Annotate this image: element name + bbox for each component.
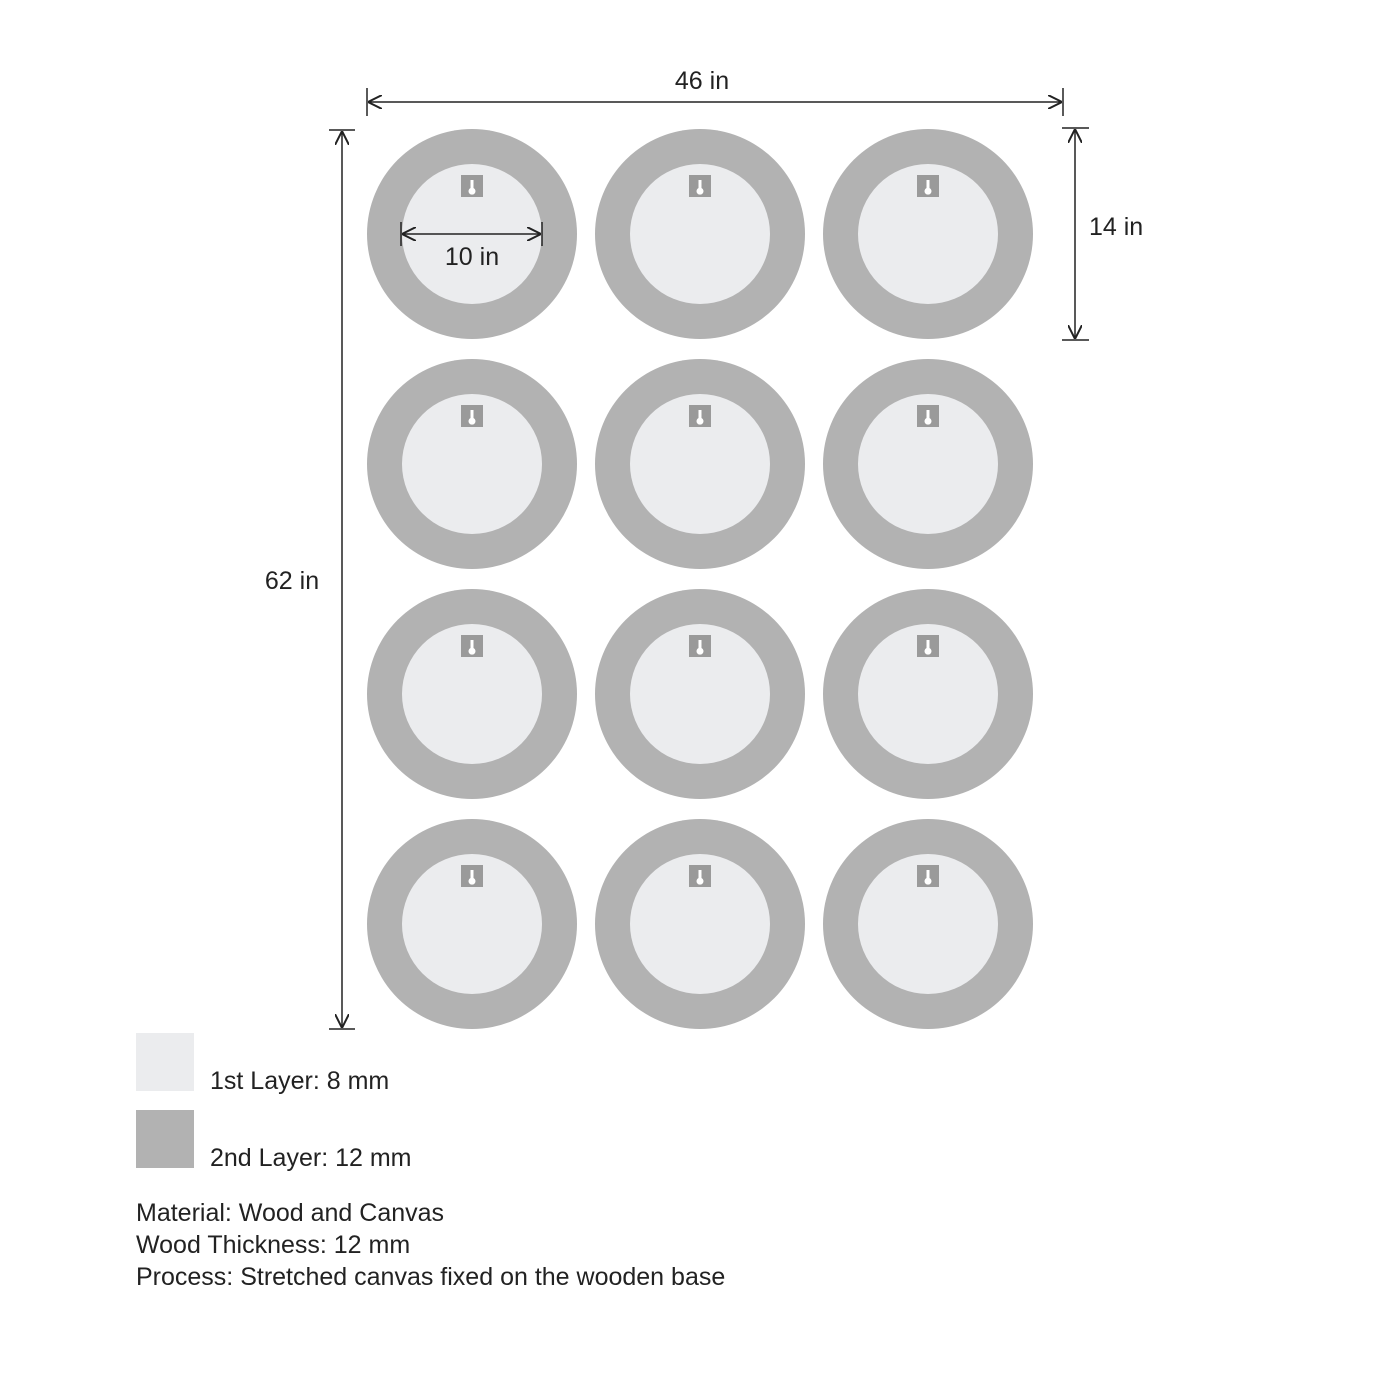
first-layer-swatch: [136, 1033, 194, 1091]
piece-height-label: 14 in: [1089, 213, 1144, 241]
keyhole-hanger-icon: [461, 175, 483, 197]
keyhole-hanger-icon: [461, 635, 483, 657]
keyhole-hanger-icon: [461, 405, 483, 427]
thickness-spec: Wood Thickness: 12 mm: [136, 1231, 411, 1259]
keyhole-hanger-icon: [689, 635, 711, 657]
keyhole-hanger-icon: [689, 405, 711, 427]
keyhole-hanger-icon: [689, 175, 711, 197]
second-layer-swatch: [136, 1110, 194, 1168]
process-spec: Process: Stretched canvas fixed on the wooden base: [136, 1263, 726, 1291]
keyhole-hanger-icon: [917, 405, 939, 427]
circle-panel: [595, 129, 805, 339]
circle-panel: [595, 819, 805, 1029]
piece-height-dimension: [1062, 128, 1143, 340]
second-layer-label: 2nd Layer: 12 mm: [210, 1144, 412, 1172]
circle-panel: [595, 589, 805, 799]
material-spec: Material: Wood and Canvas: [136, 1199, 445, 1227]
total-height-label: 62 in: [264, 567, 320, 595]
specifications: [136, 1197, 725, 1293]
keyhole-hanger-icon: [917, 865, 939, 887]
circle-panel: [823, 819, 1033, 1029]
total-width-label: 46 in: [674, 67, 730, 95]
keyhole-hanger-icon: [689, 865, 711, 887]
total-width-dimension: [367, 67, 1063, 116]
circle-panel: [823, 129, 1033, 339]
circle-panel: [595, 359, 805, 569]
circle-panel: [823, 359, 1033, 569]
circle-panel: [367, 819, 577, 1029]
keyhole-hanger-icon: [917, 175, 939, 197]
keyhole-hanger-icon: [461, 865, 483, 887]
keyhole-hanger-icon: [917, 635, 939, 657]
inner-width-label: 10 in: [444, 243, 500, 271]
total-height-dimension: [265, 130, 355, 1029]
first-layer-label: 1st Layer: 8 mm: [210, 1067, 390, 1095]
circle-panel: [823, 589, 1033, 799]
circle-panel: [367, 359, 577, 569]
circle-panel: [367, 589, 577, 799]
